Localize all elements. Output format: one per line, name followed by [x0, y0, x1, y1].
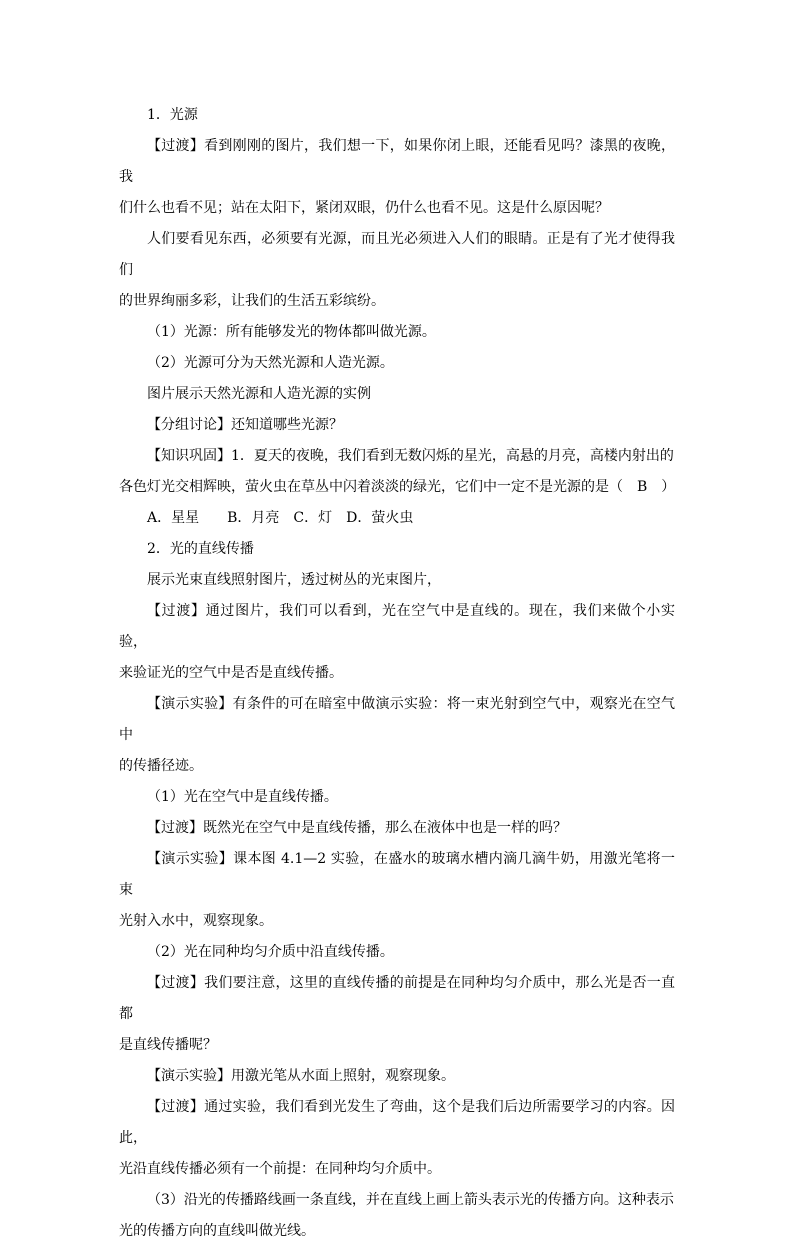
picture-note-beams: 展示光束直线照射图片，透过树丛的光束图片， [147, 572, 441, 588]
paragraph-transition-1: 【过渡】看到刚刚的图片，我们想一下，如果你闭上眼，还能看见吗？漆黑的夜晚，我 们什么也看不见；站在太阳下，紧闭双眼，仍什么也看不见。这是什么原因呢？ [119, 138, 675, 216]
knowledge-question: 【知识巩固】1．夏天的夜晚，我们看到无数闪烁的星光，高悬的月亮，高楼内射出的 各色灯光交相辉映，萤火虫在草丛中闪着淡淡的绿光，它们中一定不是光源的是（ B ） [119, 448, 676, 495]
demo-experiment-1: 【演示实验】有条件的可在暗室中做演示实验：将一束光射到空气中，观察光在空气中 的传播径迹。 [119, 696, 675, 774]
demo-experiment-2: 【演示实验】课本图 4.1—2 实验，在盛水的玻璃水槽内滴几滴牛奶，用激光笔将一束 光射入水中，观察现象。 [119, 851, 675, 929]
picture-note: 图片展示天然光源和人造光源的实例 [147, 386, 371, 402]
paragraph-transition-3: 【过渡】既然光在空气中是直线传播，那么在液体中也是一样的吗？ [147, 820, 567, 836]
demo-experiment-3: 【演示实验】用激光笔从水面上照射，观察现象。 [147, 1068, 455, 1084]
paragraph-transition-5: 【过渡】通过实验，我们看到光发生了弯曲，这个是我们后边所需要学习的内容。因此， 光沿直线传播必须有一个前提：在同种均匀介质中。 [119, 1099, 675, 1177]
group-discussion: 【分组讨论】还知道哪些光源？ [147, 417, 343, 433]
question-options: A．星星 B．月亮 C．灯 D．萤火虫 [147, 510, 414, 526]
conclusion-air: （1）光在空气中是直线传播。 [147, 789, 338, 805]
paragraph-transition-4: 【过渡】我们要注意，这里的直线传播的前提是在同种均匀介质中，那么光是否一直都 是直线传播呢？ [119, 975, 675, 1053]
conclusion-uniform-medium: （2）光在同种均匀介质中沿直线传播。 [147, 944, 394, 960]
section-heading-light-source: 1．光源 [147, 107, 198, 123]
section-heading-propagation: 2．光的直线传播 [147, 541, 254, 557]
definition-light-ray: （3）沿光的传播路线画一条直线，并在直线上画上箭头表示光的传播方向。这种表示 光的传播方向的直线叫做光线。 [119, 1192, 674, 1239]
classification-light-source: （2）光源可分为天然光源和人造光源。 [147, 355, 394, 371]
document-body [119, 100, 675, 1247]
paragraph-transition-2: 【过渡】通过图片，我们可以看到，光在空气中是直线的。现在，我们来做个小实验， 来验证光的空气中是否是直线传播。 [119, 603, 675, 681]
paragraph-explanation: 人们要看见东西，必须要有光源，而且光必须进入人们的眼睛。正是有了光才使得我们 的世界绚丽多彩，让我们的生活五彩缤纷。 [119, 231, 675, 309]
definition-light-source: （1）光源：所有能够发光的物体都叫做光源。 [147, 324, 436, 340]
